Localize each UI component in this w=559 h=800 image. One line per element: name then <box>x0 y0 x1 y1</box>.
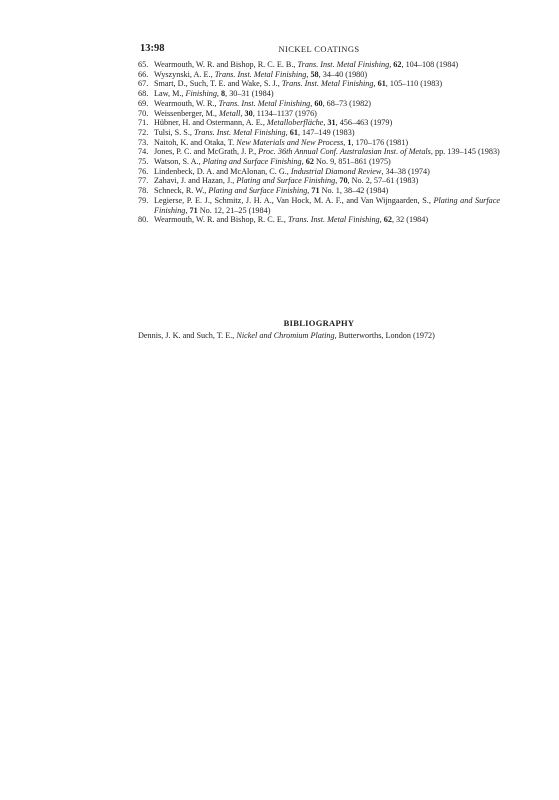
citation-text: Naitoh, K. and Otaka, T. <box>154 137 237 147</box>
citation-text: , 104–108 (1984) <box>401 60 459 69</box>
citation-text: Jones, P. C. and McGrath, J. P., <box>154 147 259 157</box>
citation-text: , <box>301 157 306 167</box>
reference-item <box>138 176 500 186</box>
citation-text: Hübner, H. and Ostermann, A. E., <box>154 118 267 128</box>
journal-title: Finishing <box>185 89 217 99</box>
journal-title: Plating and Surface Finishing <box>236 176 336 186</box>
journal-title: Trans. Inst. Metal Finishing <box>218 98 311 108</box>
reference-list <box>138 60 500 225</box>
reference-number: 75. <box>138 157 149 167</box>
reference-item <box>138 89 500 99</box>
reference-item <box>138 99 500 109</box>
journal-title: Plating and Surface Finishing <box>154 195 500 215</box>
volume-number: 1 <box>347 137 352 147</box>
reference-number: 78. <box>138 186 149 196</box>
citation-text: Schneck, R. W., <box>154 186 209 196</box>
citation-text: , 34–38 (1974) <box>381 166 430 176</box>
citation-text: , 147–149 (1983) <box>297 127 355 137</box>
bibliography-heading: BIBLIOGRAPHY <box>283 318 355 328</box>
citation-text: Watson, S. A., <box>154 157 203 167</box>
running-title: NICKEL COATINGS <box>278 44 360 54</box>
reference-number: 65. <box>138 60 149 69</box>
citation-text: , Butterworths, London (1972) <box>334 331 435 340</box>
citation-text: , 1134–1137 (1976) <box>252 108 317 118</box>
reference-number: 69. <box>138 98 149 108</box>
reference-item <box>138 147 500 157</box>
journal-title: Trans. Inst. Metal Finishing <box>214 69 307 79</box>
reference-item <box>138 109 500 119</box>
volume-number: 58 <box>310 69 319 79</box>
reference-item <box>138 215 500 225</box>
citation-text: , <box>216 89 222 99</box>
reference-item <box>138 128 500 138</box>
citation-text: Wearmouth, W. R., <box>154 98 219 108</box>
citation-text: , <box>240 108 245 118</box>
citation-text: , 68–73 (1982) <box>322 98 371 108</box>
citation-text: Legierse, P. E. J., Schmitz, J. H. A., Van Hock, M. A. F., and Van Wijngaarden, S., <box>154 195 434 205</box>
reference-number: 80. <box>138 215 149 225</box>
citation-text: Wyszynski, A. E., <box>154 69 215 79</box>
reference-item <box>138 167 500 177</box>
volume-number: 60 <box>314 98 323 108</box>
citation-text: Wearmouth, W. R. and Bishop, R. C. E., <box>154 215 288 225</box>
volume-number: 70 <box>339 176 348 186</box>
citation-text: No. 1, 38–42 (1984) <box>319 186 389 196</box>
reference-item <box>138 196 500 215</box>
reference-number: 76. <box>138 166 149 176</box>
reference-number: 73. <box>138 137 149 147</box>
reference-number: 71. <box>138 118 149 128</box>
journal-title: Trans. Inst. Metal Finishing <box>297 60 390 69</box>
journal-title: Nickel and Chromium Plating <box>236 331 335 340</box>
citation-text: Weissenberger, M., <box>154 108 220 118</box>
reference-item <box>138 138 500 148</box>
citation-text: , <box>389 60 394 69</box>
citation-text: No. 9, 851–861 (1975) <box>313 157 391 167</box>
citation-text: , <box>373 79 378 89</box>
journal-title: Proc. 36th Annual Conf. Australasian Inst. of Metals <box>258 147 431 157</box>
journal-title: Metall <box>219 108 241 118</box>
citation-text: , <box>285 127 290 137</box>
citation-text: , <box>306 69 311 79</box>
reference-item <box>138 79 500 89</box>
journal-title: Trans. Inst. Metal Finishing <box>287 215 380 225</box>
reference-number: 70. <box>138 108 149 118</box>
volume-number: 71 <box>311 186 320 196</box>
citation-text: , <box>335 176 340 186</box>
reference-number: 72. <box>138 127 149 137</box>
citation-text: , 456–463 (1979) <box>335 118 393 128</box>
citation-text: , <box>323 118 328 128</box>
reference-item <box>138 118 500 128</box>
citation-text: Wearmouth, W. R. and Bishop, R. C. E. B., <box>154 60 298 69</box>
citation-text: , 32 (1984) <box>391 215 429 225</box>
citation-text: Zahavi, J. and Hazan, J., <box>154 176 237 186</box>
citation-text: , <box>379 215 384 225</box>
reference-number: 67. <box>138 79 149 89</box>
citation-text: , 30–31 (1984) <box>225 89 274 99</box>
citation-text: , 105–110 (1983) <box>385 79 443 89</box>
journal-title: Trans. Inst. Metal Finishing <box>193 127 286 137</box>
reference-number: 74. <box>138 147 149 157</box>
bibliography-entry <box>138 331 508 341</box>
citation-text: Lindenbeck, D. A. and McAlonan, C. G., <box>154 166 291 176</box>
reference-item <box>138 186 500 196</box>
citation-text: , <box>310 98 315 108</box>
volume-number: 61 <box>377 79 386 89</box>
journal-title: Trans. Inst. Metal Finishing <box>281 79 374 89</box>
citation-text: , 34–40 (1980) <box>318 69 368 79</box>
page-number: 13:98 <box>140 43 165 54</box>
volume-number: 62 <box>393 60 402 69</box>
volume-number: 8 <box>221 89 226 99</box>
citation-text: , 170–176 (1981) <box>351 137 409 147</box>
volume-number: 30 <box>244 108 253 118</box>
citation-text: , No. 2, 57–61 (1983) <box>347 176 419 186</box>
citation-text: , <box>185 205 190 215</box>
citation-text: No. 12, 21–25 (1984) <box>197 205 271 215</box>
citation-text: Law, M., <box>154 89 186 99</box>
citation-text: , pp. 139–145 (1983) <box>430 147 500 157</box>
reference-number: 77. <box>138 176 149 186</box>
volume-number: 71 <box>189 205 198 215</box>
journal-title: Metalloberfläche <box>266 118 324 128</box>
citation-text: Smart, D., Such, T. E. and Wake, S. J., <box>154 79 282 89</box>
citation-text: , <box>343 137 348 147</box>
volume-number: 61 <box>289 127 298 137</box>
reference-number: 79. <box>138 195 149 205</box>
citation-text: Dennis, J. K. and Such, T. E., <box>138 331 237 340</box>
citation-text: , <box>307 186 312 196</box>
volume-number: 62 <box>383 215 392 225</box>
volume-number: 62 <box>305 157 314 167</box>
journal-title: New Materials and New Process <box>236 137 344 147</box>
journal-title: Plating and Surface Finishing <box>202 157 302 167</box>
volume-number: 31 <box>327 118 336 128</box>
reference-number: 68. <box>138 89 149 99</box>
journal-title: Industrial Diamond Review <box>290 166 382 176</box>
reference-item <box>138 157 500 167</box>
reference-number: 66. <box>138 69 149 79</box>
reference-item <box>138 70 500 80</box>
reference-item <box>138 60 500 70</box>
page-header <box>140 43 498 57</box>
citation-text: Tulsi, S. S., <box>154 127 194 137</box>
journal-title: Plating and Surface Finishing <box>208 186 308 196</box>
